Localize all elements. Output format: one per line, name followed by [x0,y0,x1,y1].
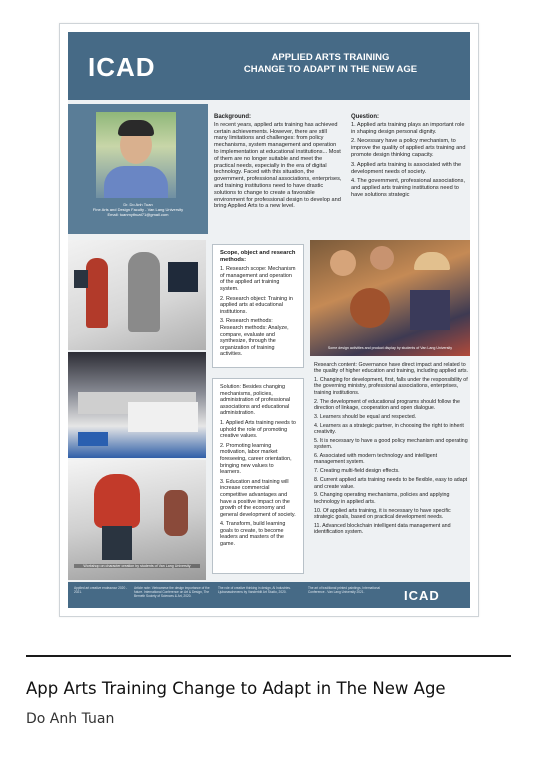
question-item: 4. The government, professional associations, and applied arts training institutions need to have solutions strategic [351,178,466,198]
footer-reference: The art of traditional printed paintings, International Conference - Van Lang University 2021. [308,586,380,594]
background-heading: Background: [214,114,252,120]
icad-logo: ICAD [88,52,156,82]
solution-item: 4. Transform, build learning goals to create, to become leaders and masters of the game. [220,521,286,548]
footer-icad-logo: ICAD [404,588,440,603]
solution-intro: Solution: Besides changing mechanisms, policies, administration of professional associations and educational administration. [220,384,291,417]
solution-item: 1. Applied Arts training needs to uphold the role of promoting creative values. [220,419,296,440]
footer-reference: The role of creative thinking in design, Ai Industries. Ljubanaschevens by Vanderbilt Art Studio, 2020. [218,586,291,594]
question-item: 3. Applied arts training is associated with the development needs of society. [351,161,462,175]
author-photo [96,112,176,198]
research-item: 9. Changing operating mechanisms, policies and applying technology in applied arts. [314,492,450,505]
author-affiliation: Fine Arts and Design Faculty - Van Lang University [92,207,184,213]
research-item: 11. Advanced blockchain intelligent data management and identification system. [314,522,451,536]
research-item: 4. Learners as a strategic partner, in choosing the right to inherit creativity. [314,422,464,436]
student-activity-photo [310,240,470,356]
research-item: 6. Associated with modern technology and intelligent management system. [314,453,438,466]
footer-reference: Applied art creative endeavour 2020 - 2021. [74,586,128,594]
mask-photo-caption: Workshop on character creation by students of Van Lang University [74,564,200,568]
scope-item: 1. Research scope: Mechanism of management and operation of the applied art training system. [220,266,296,292]
crowd-photo-caption: Some design activities and product display by students of Van Lang University [327,346,453,350]
question-item: 1. Applied arts training plays an important role in shaping design personal dignity. [351,121,465,135]
research-item: 7. Creating multi-field design effects. [314,468,400,475]
solution-item: 2. Promoting learning motivation, labor market foreseeing, career orientation, bringing new values to learners. [220,442,292,476]
scope-item: 3. Research methods: Research methods: Analyze, compare, evaluate and synthesize, through the organization of training activities. [220,318,289,358]
research-item: 8. Current applied arts training needs to be flexible, easy to adapt and create value. [314,477,468,490]
scope-section [212,244,304,368]
footer-reference: Article note: Vietnamese the design importance of the future. International Conference on Art & Design, The Berneth Society of Sciences & Art, 2020. [134,586,210,598]
divider [26,655,511,657]
page-title: App Arts Training Change to Adapt in The New Age [26,679,446,698]
author-email: Email: tuanmythuat71@gmail.com [107,212,169,218]
question-heading: Question: [351,114,379,120]
research-item: 3. Learners should be equal and respected. [314,413,417,420]
author-info [72,202,204,218]
research-item: 5. It is necessary to have a good policy mechanism and operating system. [314,437,468,451]
research-item: 10. Of applied arts training, it is necessary to have specific strategic goals, based on practical development needs. [314,507,451,520]
question-section [351,114,467,202]
scope-heading: Scope, object and research methods: [220,250,296,263]
poster-footer [68,582,470,608]
background-text: In recent years, applied arts training has achieved certain achievements. However, there are still many limitations and challenges: from policy mechanisms, system management and operation to implementation at educational institutions... Most of them are no longer suitable and meet the practical needs, especially in the era of digital technology. Faced with this situation, the government, professional associations, enterprises, and training institutions need to have drastic solutions to change to create a favorable environment for professional design to develop and bring Applied Arts to a new level. [214,121,342,210]
robot-sculpture-photo [68,240,206,350]
poster-frame [59,23,479,617]
scope-item: 2. Research object: Training in applied arts at educational institutions. [220,295,293,315]
research-section [314,362,468,538]
solution-item: 3. Education and training will increase commercial competitive advantages and have a positive impact on the growth of the economy and general development of society. [220,478,296,518]
solution-section [212,378,304,574]
question-item: 2. Necessary have a policy mechanism, to improve the quality of applied arts training and promote design thinking capacity. [351,138,466,158]
intro-row [68,104,470,234]
poster-title [213,52,448,76]
page-author: Do Anh Tuan [26,711,115,727]
poster-title-line1: APPLIED ARTS TRAINING [271,52,390,63]
background-section [214,114,342,213]
author-name: Dr. Do Anh Tuan [123,202,153,207]
exhibition-hall-photo [68,352,206,458]
poster [68,32,470,608]
research-item: 1. Changing for development, first, falls under the responsibility of the governing ministry, professional associations, enterprises, training institutions. [314,377,468,396]
research-item: 2. The development of educational programs should follow the direction of linkage, cooperation and open dialogue. [314,398,460,411]
poster-header [68,32,470,100]
research-intro: Research content: Governance have direct impact and related to the quality of higher education and training, including applied arts. [314,362,469,375]
character-mask-photo [68,460,206,580]
poster-title-line2: CHANGE TO ADAPT IN THE NEW AGE [243,64,418,75]
author-panel [68,104,208,234]
